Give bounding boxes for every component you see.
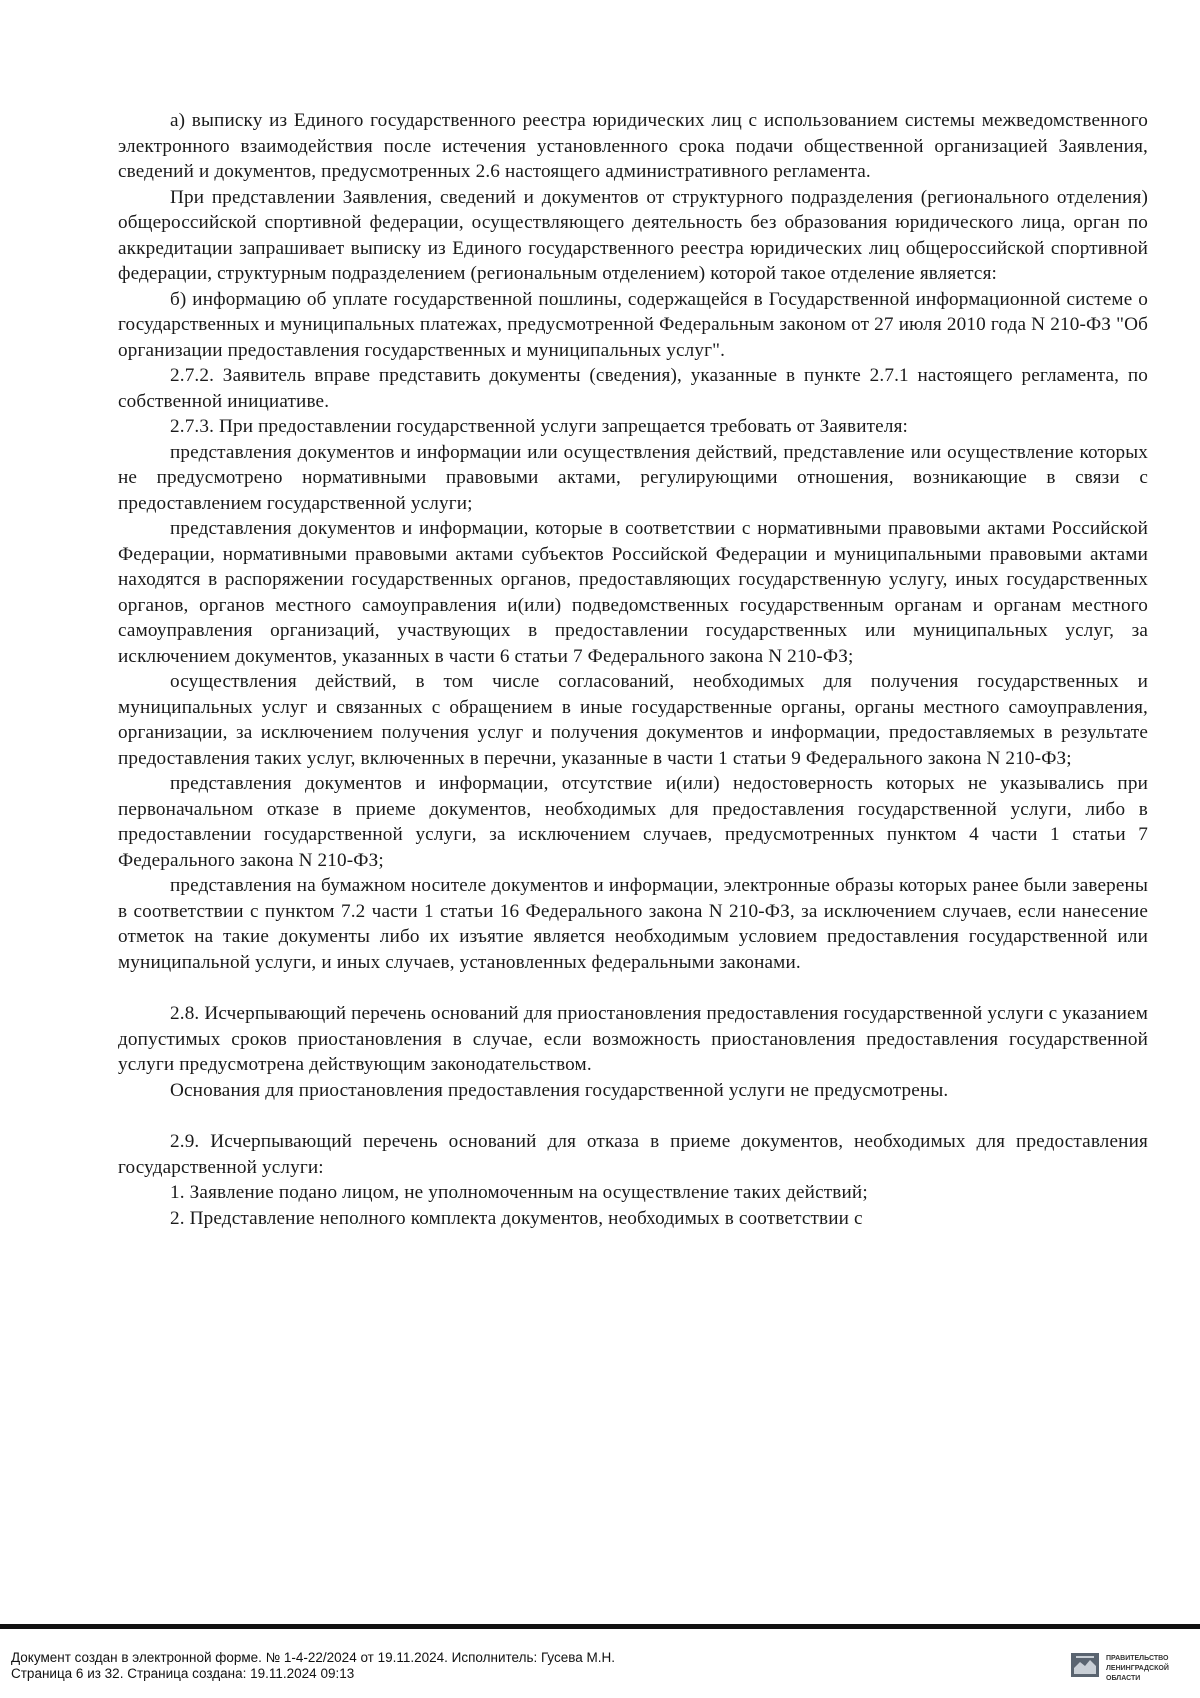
paragraph-2-7-2: 2.7.2. Заявитель вправе представить документы (сведения), указанные в пункте 2.7.1 настоящего регламента, по собственной инициативе. xyxy=(118,365,1148,412)
svg-text:ОБЛАСТИ: ОБЛАСТИ xyxy=(1106,1675,1141,1682)
paragraph-prohibition-3: осуществления действий, в том числе согласований, необходимых для получения государственных и муниципальных услуг и связанных с обращением в иные государственные органы, органы местного самоуправления, организации, за исключением получения услуг и получения документов и информации, предоставляемых в результате предоставления таких услуг, включенных в перечни, указанные в части 1 статьи 9 Федерального закона N 210-ФЗ; xyxy=(118,671,1148,769)
section-spacer xyxy=(118,975,1148,1001)
paragraph-prohibition-1: представления документов и информации или осуществления действий, представление или осуществление которых не предусмотрено нормативными правовыми актами, регулирующими отношения, возникающие в связи с предоставлением государственной услуги; xyxy=(118,441,1148,514)
paragraph-refusal-1: 1. Заявление подано лицом, не уполномоченным на осуществление таких действий; xyxy=(170,1182,868,1203)
emblem-icon xyxy=(1070,1652,1100,1678)
logo-wordmark xyxy=(1106,1650,1198,1686)
footer-info xyxy=(11,1650,615,1682)
paragraph-extract-egrul: а) выписку из Единого государственного реестра юридических лиц с использованием системы межведомственного электронного взаимодействия после истечения установленного срока подачи общественной организацией Заявления, сведений и документов, предусмотренных 2.6 настоящего административного регламента. xyxy=(118,110,1148,182)
footer-page-line: Страница 6 из 32. Страница создана: 19.11.2024 09:13 xyxy=(11,1666,355,1681)
svg-text:ЛЕНИНГРАДСКОЙ: ЛЕНИНГРАДСКОЙ xyxy=(1106,1665,1169,1672)
paragraph-2-9: 2.9. Исчерпывающий перечень оснований для отказа в приеме документов, необходимых для предоставления государственной услуги: xyxy=(118,1131,1148,1178)
paragraph-2-7-3: 2.7.3. При предоставлении государственной услуги запрещается требовать от Заявителя: xyxy=(170,416,909,437)
paragraph-structural-unit: При представлении Заявления, сведений и документов от структурного подразделения (регионального отделения) общероссийской спортивной федерации, осуществляющего деятельность без образования юридического лица, орган по аккредитации запрашивает выписку из Единого государственного реестра юридических лиц общероссийской спортивной федерации, структурным подразделением (региональным отделением) которой такое отделение является: xyxy=(118,186,1148,284)
paragraph-2-8: 2.8. Исчерпывающий перечень оснований для приостановления предоставления государственной услуги с указанием допустимых сроков приостановления в случае, если возможность приостановления предоставления государственной услуги предусмотрена действующим законодательством. xyxy=(118,1003,1148,1075)
paragraph-no-suspension: Основания для приостановления предоставления государственной услуги не предусмотрены. xyxy=(170,1079,949,1101)
section-spacer xyxy=(118,1103,1148,1129)
document-page xyxy=(118,108,1148,1231)
paragraph-prohibition-4: представления документов и информации, отсутствие и(или) недостоверность которых не указывались при первоначальном отказе в приеме документов, необходимых для предоставления государственной услуги, либо в предоставлении государственной услуги, за исключением случаев, предусмотренных пунктом 4 части 1 статьи 7 Федерального закона N 210-ФЗ; xyxy=(118,773,1148,871)
svg-text:ПРАВИТЕЛЬСТВО: ПРАВИТЕЛЬСТВО xyxy=(1106,1655,1169,1662)
paragraph-state-fee: б) информацию об уплате государственной пошлины, содержащейся в Государственной информационной системе о государственных и муниципальных платежах, предусмотренной Федеральным законом от 27 июля 2010 года N 210-ФЗ "Об организации предоставления государственных и муниципальных услуг". xyxy=(118,288,1148,361)
footer-divider xyxy=(0,1624,1200,1629)
footer-document-line: Документ создан в электронной форме. № 1-4-22/2024 от 19.11.2024. Исполнитель: Гусева М.Н. xyxy=(11,1650,616,1665)
paragraph-prohibition-2: представления документов и информации, которые в соответствии с нормативными правовыми актами Российской Федерации, нормативными правовыми актами субъектов Российской Федерации и муниципальными правовыми актами находятся в распоряжении государственных органов, предоставляющих государственную услугу, иных государственных органов, органов местного самоуправления и(или) подведомственных государственным органам и органам местного самоуправления организаций, участвующих в предоставлении государственных или муниципальных услуг, за исключением документов, указанных в части 6 статьи 7 Федерального закона N 210-ФЗ; xyxy=(118,518,1148,667)
paragraph-refusal-2: 2. Представление неполного комплекта документов, необходимых в соответствии с xyxy=(170,1207,863,1229)
government-logo xyxy=(1070,1650,1196,1686)
paragraph-prohibition-5: представления на бумажном носителе документов и информации, электронные образы которых ранее были заверены в соответствии с пунктом 7.2 части 1 статьи 16 Федерального закона N 210-ФЗ, за исключением случаев, если нанесение отметок на такие документы либо их изъятие является необходимым условием предоставления государственной или муниципальной услуги, и иных случаев, установленных федеральными законами. xyxy=(118,875,1148,973)
